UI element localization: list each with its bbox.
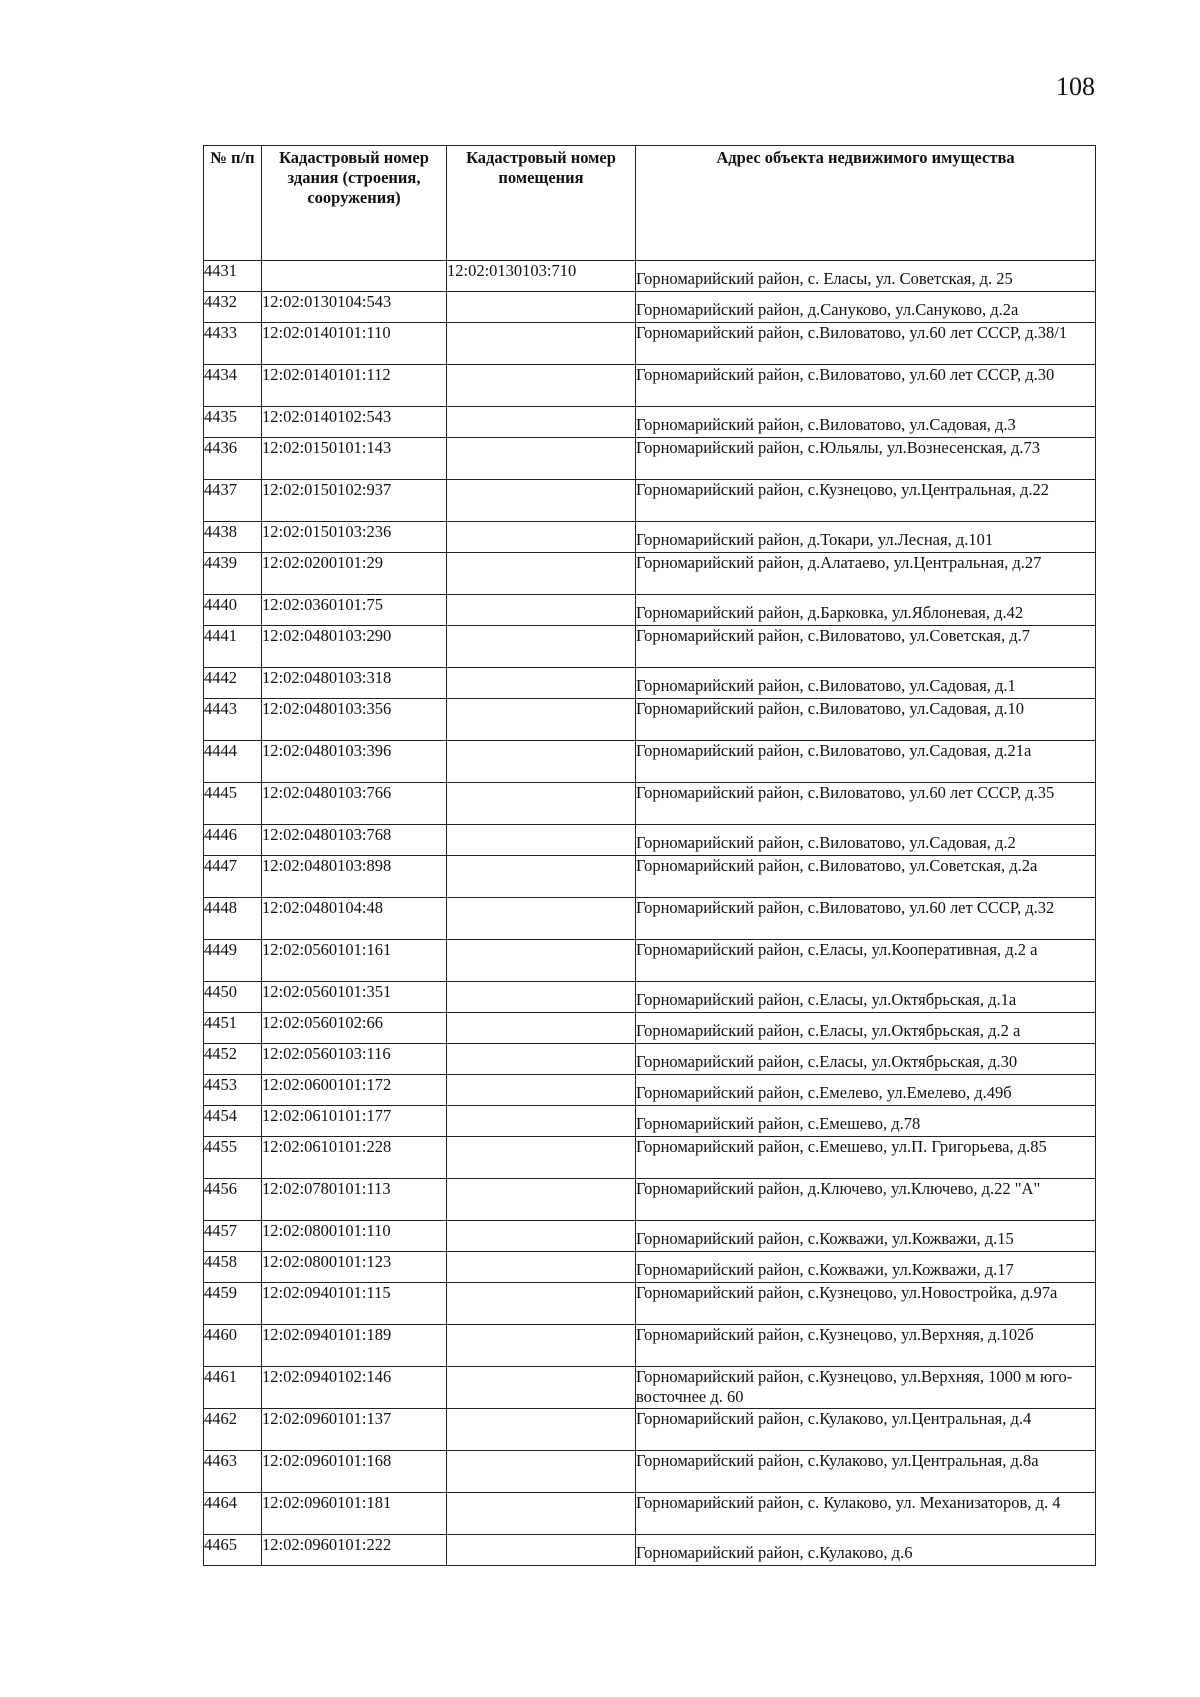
table-row <box>204 1179 1096 1221</box>
premises-cadastral-number <box>447 940 636 982</box>
premises-cadastral-number <box>447 668 636 699</box>
table-row <box>204 1493 1096 1535</box>
building-cadastral-number: 12:02:0800101:123 <box>262 1252 447 1283</box>
row-number: 4460 <box>204 1325 262 1367</box>
table-row <box>204 1325 1096 1367</box>
row-number: 4458 <box>204 1252 262 1283</box>
building-cadastral-number: 12:02:0480103:766 <box>262 783 447 825</box>
table-row <box>204 982 1096 1013</box>
row-number: 4434 <box>204 365 262 407</box>
table-row <box>204 825 1096 856</box>
header-number: № п/п <box>204 146 262 261</box>
row-number: 4461 <box>204 1367 262 1409</box>
row-number: 4454 <box>204 1106 262 1137</box>
table-row <box>204 940 1096 982</box>
premises-cadastral-number <box>447 856 636 898</box>
premises-cadastral-number <box>447 1409 636 1451</box>
building-cadastral-number: 12:02:0940101:189 <box>262 1325 447 1367</box>
building-cadastral-number: 12:02:0940102:146 <box>262 1367 447 1409</box>
premises-cadastral-number <box>447 1106 636 1137</box>
row-number: 4439 <box>204 553 262 595</box>
property-address: Горномарийский район, с.Еласы, ул.Кооперативная, д.2 а <box>636 940 1096 982</box>
property-address: Горномарийский район, с.Виловатово, ул.60 лет СССР, д.35 <box>636 783 1096 825</box>
table-row <box>204 365 1096 407</box>
property-address: Горномарийский район, с.Емешево, д.78 <box>636 1106 1096 1137</box>
property-address: Горномарийский район, с.Кулаково, ул.Центральная, д.8а <box>636 1451 1096 1493</box>
table-row <box>204 480 1096 522</box>
building-cadastral-number: 12:02:0960101:181 <box>262 1493 447 1535</box>
page-number: 108 <box>1056 72 1095 101</box>
row-number: 4462 <box>204 1409 262 1451</box>
row-number: 4444 <box>204 741 262 783</box>
property-address: Горномарийский район, с.Еласы, ул.Октябрьская, д.1а <box>636 982 1096 1013</box>
premises-cadastral-number <box>447 741 636 783</box>
table-row <box>204 1106 1096 1137</box>
premises-cadastral-number <box>447 1137 636 1179</box>
building-cadastral-number: 12:02:0610101:228 <box>262 1137 447 1179</box>
property-address: Горномарийский район, д.Токари, ул.Лесная, д.101 <box>636 522 1096 553</box>
row-number: 4432 <box>204 292 262 323</box>
building-cadastral-number: 12:02:0560101:161 <box>262 940 447 982</box>
table-row <box>204 1044 1096 1075</box>
header-premises-cadastral: Кадастровый номер помещения <box>447 146 636 261</box>
premises-cadastral-number <box>447 1367 636 1409</box>
table-row <box>204 626 1096 668</box>
table-row <box>204 1137 1096 1179</box>
table-row <box>204 1535 1096 1566</box>
building-cadastral-number: 12:02:0140101:112 <box>262 365 447 407</box>
property-address: Горномарийский район, с. Кулаково, ул. Механизаторов, д. 4 <box>636 1493 1096 1535</box>
row-number: 4433 <box>204 323 262 365</box>
premises-cadastral-number <box>447 323 636 365</box>
row-number: 4459 <box>204 1283 262 1325</box>
building-cadastral-number: 12:02:0560102:66 <box>262 1013 447 1044</box>
premises-cadastral-number <box>447 1044 636 1075</box>
table-row <box>204 699 1096 741</box>
property-address: Горномарийский район, с.Юльялы, ул.Вознесенская, д.73 <box>636 438 1096 480</box>
table-header-row <box>204 146 1096 261</box>
premises-cadastral-number <box>447 480 636 522</box>
property-address: Горномарийский район, с.Виловатово, ул.Советская, д.7 <box>636 626 1096 668</box>
table-row <box>204 1409 1096 1451</box>
premises-cadastral-number <box>447 1325 636 1367</box>
building-cadastral-number: 12:02:0150102:937 <box>262 480 447 522</box>
row-number: 4438 <box>204 522 262 553</box>
table-row <box>204 261 1096 292</box>
row-number: 4457 <box>204 1221 262 1252</box>
row-number: 4443 <box>204 699 262 741</box>
table-row <box>204 1451 1096 1493</box>
building-cadastral-number: 12:02:0140102:543 <box>262 407 447 438</box>
row-number: 4455 <box>204 1137 262 1179</box>
property-registry-table <box>203 145 1096 1566</box>
property-address: Горномарийский район, с.Кузнецово, ул.Верхняя, д.102б <box>636 1325 1096 1367</box>
table-row <box>204 595 1096 626</box>
building-cadastral-number: 12:02:0480103:898 <box>262 856 447 898</box>
building-cadastral-number: 12:02:0150103:236 <box>262 522 447 553</box>
premises-cadastral-number <box>447 898 636 940</box>
row-number: 4465 <box>204 1535 262 1566</box>
building-cadastral-number: 12:02:0130104:543 <box>262 292 447 323</box>
table-row <box>204 741 1096 783</box>
building-cadastral-number: 12:02:0560103:116 <box>262 1044 447 1075</box>
table-row <box>204 783 1096 825</box>
table-row <box>204 292 1096 323</box>
building-cadastral-number <box>262 261 447 292</box>
premises-cadastral-number <box>447 1493 636 1535</box>
property-address: Горномарийский район, д.Барковка, ул.Яблоневая, д.42 <box>636 595 1096 626</box>
header-building-cadastral: Кадастровый номер здания (строения, сооружения) <box>262 146 447 261</box>
row-number: 4441 <box>204 626 262 668</box>
premises-cadastral-number <box>447 1221 636 1252</box>
premises-cadastral-number <box>447 783 636 825</box>
property-address: Горномарийский район, с.Виловатово, ул.Садовая, д.21а <box>636 741 1096 783</box>
row-number: 4463 <box>204 1451 262 1493</box>
premises-cadastral-number <box>447 522 636 553</box>
row-number: 4431 <box>204 261 262 292</box>
building-cadastral-number: 12:02:0140101:110 <box>262 323 447 365</box>
building-cadastral-number: 12:02:0480103:396 <box>262 741 447 783</box>
table-row <box>204 856 1096 898</box>
building-cadastral-number: 12:02:0560101:351 <box>262 982 447 1013</box>
table-row <box>204 1283 1096 1325</box>
building-cadastral-number: 12:02:0150101:143 <box>262 438 447 480</box>
property-address: Горномарийский район, д.Ключево, ул.Ключево, д.22 "А" <box>636 1179 1096 1221</box>
property-address: Горномарийский район, с.Кожважи, ул.Кожважи, д.15 <box>636 1221 1096 1252</box>
building-cadastral-number: 12:02:0940101:115 <box>262 1283 447 1325</box>
property-address: Горномарийский район, д.Алатаево, ул.Центральная, д.27 <box>636 553 1096 595</box>
row-number: 4451 <box>204 1013 262 1044</box>
premises-cadastral-number <box>447 1013 636 1044</box>
table-row <box>204 668 1096 699</box>
row-number: 4456 <box>204 1179 262 1221</box>
property-address: Горномарийский район, с.Кулаково, ул.Центральная, д.4 <box>636 1409 1096 1451</box>
row-number: 4445 <box>204 783 262 825</box>
building-cadastral-number: 12:02:0960101:168 <box>262 1451 447 1493</box>
premises-cadastral-number <box>447 595 636 626</box>
building-cadastral-number: 12:02:0610101:177 <box>262 1106 447 1137</box>
property-address: Горномарийский район, с.Кузнецово, ул.Новостройка, д.97а <box>636 1283 1096 1325</box>
premises-cadastral-number <box>447 1451 636 1493</box>
building-cadastral-number: 12:02:0200101:29 <box>262 553 447 595</box>
row-number: 4440 <box>204 595 262 626</box>
row-number: 4436 <box>204 438 262 480</box>
property-address: Горномарийский район, с.Кулаково, д.6 <box>636 1535 1096 1566</box>
table-row <box>204 522 1096 553</box>
property-address: Горномарийский район, с.Виловатово, ул.60 лет СССР, д.38/1 <box>636 323 1096 365</box>
building-cadastral-number: 12:02:0480104:48 <box>262 898 447 940</box>
building-cadastral-number: 12:02:0780101:113 <box>262 1179 447 1221</box>
row-number: 4464 <box>204 1493 262 1535</box>
premises-cadastral-number <box>447 292 636 323</box>
row-number: 4447 <box>204 856 262 898</box>
premises-cadastral-number <box>447 1075 636 1106</box>
row-number: 4450 <box>204 982 262 1013</box>
table-row <box>204 553 1096 595</box>
premises-cadastral-number <box>447 553 636 595</box>
premises-cadastral-number <box>447 365 636 407</box>
header-address: Адрес объекта недвижимого имущества <box>636 146 1096 261</box>
row-number: 4452 <box>204 1044 262 1075</box>
premises-cadastral-number <box>447 1252 636 1283</box>
property-address: Горномарийский район, с.Кузнецово, ул.Верхняя, 1000 м юго-восточнее д. 60 <box>636 1367 1096 1409</box>
row-number: 4446 <box>204 825 262 856</box>
property-address: Горномарийский район, с.Виловатово, ул.Садовая, д.2 <box>636 825 1096 856</box>
property-address: Горномарийский район, с.Виловатово, ул.60 лет СССР, д.30 <box>636 365 1096 407</box>
row-number: 4448 <box>204 898 262 940</box>
property-address: Горномарийский район, с.Виловатово, ул.Советская, д.2а <box>636 856 1096 898</box>
row-number: 4435 <box>204 407 262 438</box>
building-cadastral-number: 12:02:0480103:768 <box>262 825 447 856</box>
premises-cadastral-number <box>447 982 636 1013</box>
row-number: 4442 <box>204 668 262 699</box>
property-address: Горномарийский район, с.Еласы, ул.Октябрьская, д.30 <box>636 1044 1096 1075</box>
table-row <box>204 1367 1096 1409</box>
premises-cadastral-number <box>447 1535 636 1566</box>
table-row <box>204 323 1096 365</box>
premises-cadastral-number: 12:02:0130103:710 <box>447 261 636 292</box>
building-cadastral-number: 12:02:0960101:137 <box>262 1409 447 1451</box>
property-address: Горномарийский район, с.Еласы, ул.Октябрьская, д.2 а <box>636 1013 1096 1044</box>
row-number: 4449 <box>204 940 262 982</box>
property-address: Горномарийский район, с.Виловатово, ул.Садовая, д.3 <box>636 407 1096 438</box>
premises-cadastral-number <box>447 407 636 438</box>
premises-cadastral-number <box>447 626 636 668</box>
property-address: Горномарийский район, с. Еласы, ул. Советская, д. 25 <box>636 261 1096 292</box>
table-row <box>204 898 1096 940</box>
property-address: Горномарийский район, с.Кузнецово, ул.Центральная, д.22 <box>636 480 1096 522</box>
property-address: Горномарийский район, с.Виловатово, ул.Садовая, д.1 <box>636 668 1096 699</box>
premises-cadastral-number <box>447 825 636 856</box>
table-row <box>204 1252 1096 1283</box>
property-address: Горномарийский район, с.Емелево, ул.Емелево, д.49б <box>636 1075 1096 1106</box>
premises-cadastral-number <box>447 1179 636 1221</box>
table-row <box>204 438 1096 480</box>
property-address: Горномарийский район, д.Сануково, ул.Сануково, д.2а <box>636 292 1096 323</box>
property-address: Горномарийский район, с.Емешево, ул.П. Григорьева, д.85 <box>636 1137 1096 1179</box>
premises-cadastral-number <box>447 438 636 480</box>
premises-cadastral-number <box>447 1283 636 1325</box>
premises-cadastral-number <box>447 699 636 741</box>
property-address: Горномарийский район, с.Виловатово, ул.Садовая, д.10 <box>636 699 1096 741</box>
building-cadastral-number: 12:02:0600101:172 <box>262 1075 447 1106</box>
building-cadastral-number: 12:02:0480103:356 <box>262 699 447 741</box>
building-cadastral-number: 12:02:0800101:110 <box>262 1221 447 1252</box>
table-row <box>204 1075 1096 1106</box>
table-row <box>204 407 1096 438</box>
table-body <box>204 261 1096 1566</box>
property-address: Горномарийский район, с.Кожважи, ул.Кожважи, д.17 <box>636 1252 1096 1283</box>
table-row <box>204 1221 1096 1252</box>
building-cadastral-number: 12:02:0480103:290 <box>262 626 447 668</box>
building-cadastral-number: 12:02:0960101:222 <box>262 1535 447 1566</box>
table-row <box>204 1013 1096 1044</box>
building-cadastral-number: 12:02:0480103:318 <box>262 668 447 699</box>
building-cadastral-number: 12:02:0360101:75 <box>262 595 447 626</box>
row-number: 4453 <box>204 1075 262 1106</box>
row-number: 4437 <box>204 480 262 522</box>
property-address: Горномарийский район, с.Виловатово, ул.60 лет СССР, д.32 <box>636 898 1096 940</box>
